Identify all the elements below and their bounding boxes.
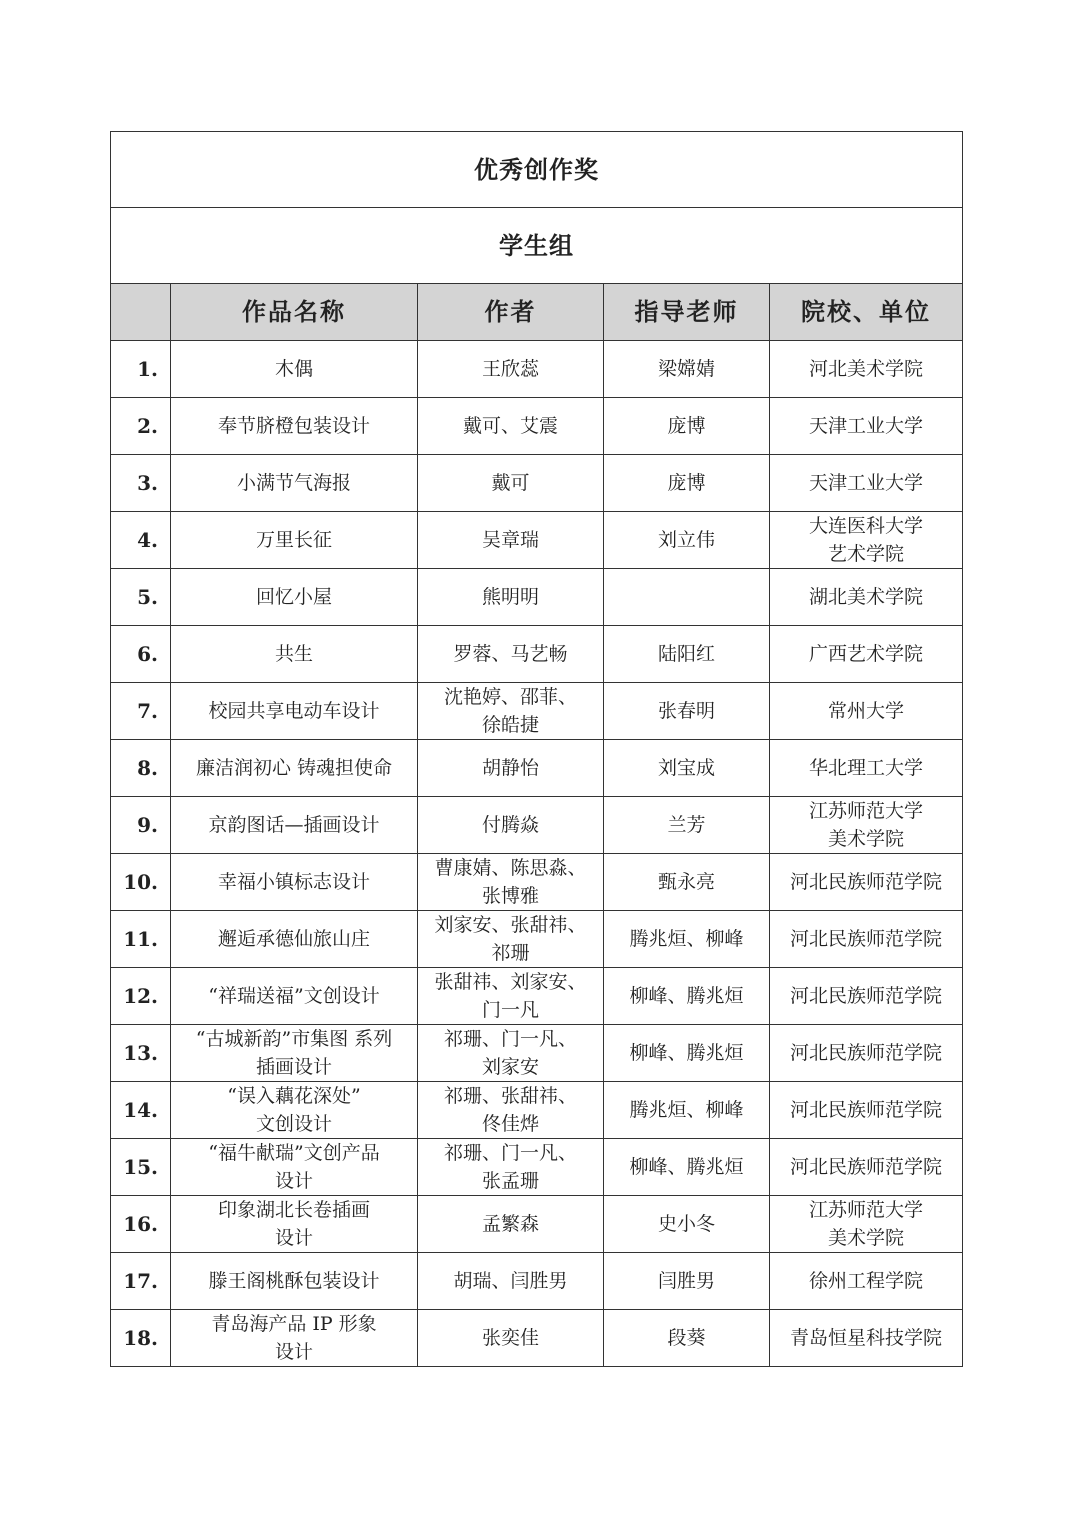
cell-advisor xyxy=(604,455,770,512)
cell-author-line: 祁珊、张甜祎、 xyxy=(443,1085,577,1107)
cell-author xyxy=(418,1310,604,1367)
cell-advisor-line: 甄永亮 xyxy=(657,871,715,893)
cell-advisor xyxy=(604,398,770,455)
cell-author-line: 刘家安、张甜祎、 xyxy=(434,914,587,936)
cell-author-line: 王欣蕊 xyxy=(481,358,539,380)
cell-author xyxy=(418,854,604,911)
cell-school xyxy=(770,569,963,626)
cell-advisor xyxy=(604,740,770,797)
table-row xyxy=(111,512,963,569)
cell-work-name-line: 邂逅承德仙旅山庄 xyxy=(217,928,370,950)
cell-work-name xyxy=(171,1082,418,1139)
cell-number: 4. xyxy=(111,512,171,569)
cell-author-line: 张博雅 xyxy=(481,885,539,907)
cell-number: 14. xyxy=(111,1082,171,1139)
cell-school xyxy=(770,968,963,1025)
group-title: 学生组 xyxy=(111,208,963,284)
cell-advisor-line: 刘宝成 xyxy=(657,757,715,779)
cell-advisor-line: 柳峰、腾兆烜 xyxy=(629,1042,744,1064)
cell-school-line: 河北美术学院 xyxy=(809,358,924,380)
cell-work-name xyxy=(171,512,418,569)
cell-work-name-line: 插画设计 xyxy=(255,1056,332,1078)
cell-work-name xyxy=(171,968,418,1025)
cell-work-name-line: “祥瑞送福”文创设计 xyxy=(208,985,380,1007)
cell-work-name xyxy=(171,626,418,683)
cell-author-line: 祁珊 xyxy=(491,942,530,964)
cell-author-line: 曹康婧、陈思淼、 xyxy=(434,857,587,879)
cell-school-line: 天津工业大学 xyxy=(809,415,924,437)
cell-school-line: 江苏师范大学 xyxy=(809,800,924,822)
cell-work-name-line: 滕王阁桃酥包装设计 xyxy=(208,1270,380,1292)
cell-advisor xyxy=(604,683,770,740)
cell-author xyxy=(418,398,604,455)
cell-author-line: 戴可 xyxy=(491,472,530,494)
cell-advisor-line: 陆阳红 xyxy=(657,643,715,665)
cell-school-line: 艺术学院 xyxy=(828,543,905,565)
cell-school xyxy=(770,1025,963,1082)
table-row xyxy=(111,1082,963,1139)
cell-work-name-line: “古城新韵”市集图 系列 xyxy=(195,1028,393,1050)
cell-work-name-line: 万里长征 xyxy=(255,529,332,551)
cell-advisor-line: 柳峰、腾兆烜 xyxy=(629,985,744,1007)
cell-author xyxy=(418,1196,604,1253)
cell-work-name-line: 设计 xyxy=(274,1170,313,1192)
table-row xyxy=(111,911,963,968)
cell-school xyxy=(770,455,963,512)
cell-number: 6. xyxy=(111,626,171,683)
cell-work-name-line: 回忆小屋 xyxy=(255,586,332,608)
cell-school-line: 河北民族师范学院 xyxy=(790,985,943,1007)
cell-author-line: 张孟珊 xyxy=(481,1170,539,1192)
cell-number: 9. xyxy=(111,797,171,854)
cell-number: 15. xyxy=(111,1139,171,1196)
cell-author xyxy=(418,341,604,398)
cell-advisor xyxy=(604,968,770,1025)
cell-work-name xyxy=(171,797,418,854)
table-row xyxy=(111,1025,963,1082)
cell-work-name xyxy=(171,854,418,911)
cell-author xyxy=(418,1082,604,1139)
cell-advisor-line: 庞博 xyxy=(667,472,706,494)
cell-author-line: 佟佳烨 xyxy=(481,1113,539,1135)
cell-school xyxy=(770,740,963,797)
cell-author-line: 胡静怡 xyxy=(481,757,539,779)
cell-work-name xyxy=(171,341,418,398)
cell-author-line: 吴章瑞 xyxy=(481,529,539,551)
table-row xyxy=(111,968,963,1025)
cell-advisor xyxy=(604,512,770,569)
cell-number: 7. xyxy=(111,683,171,740)
cell-advisor-line: 史小冬 xyxy=(657,1213,715,1235)
column-header-row xyxy=(111,284,963,341)
cell-advisor-line: 兰芳 xyxy=(667,814,706,836)
cell-author-line: 熊明明 xyxy=(481,586,539,608)
cell-school-line: 河北民族师范学院 xyxy=(790,928,943,950)
cell-author xyxy=(418,1025,604,1082)
cell-school xyxy=(770,1253,963,1310)
cell-work-name xyxy=(171,1025,418,1082)
cell-school-line: 美术学院 xyxy=(828,828,905,850)
cell-work-name-line: 京韵图话—插画设计 xyxy=(208,814,380,836)
cell-number: 16. xyxy=(111,1196,171,1253)
cell-school-line: 天津工业大学 xyxy=(809,472,924,494)
cell-school xyxy=(770,854,963,911)
cell-author-line: 孟繁森 xyxy=(481,1213,539,1235)
award-table xyxy=(110,131,963,1367)
cell-author xyxy=(418,968,604,1025)
cell-work-name-line: 文创设计 xyxy=(255,1113,332,1135)
cell-advisor-line: 段葵 xyxy=(667,1327,706,1349)
cell-work-name-line: “误入藕花深处” xyxy=(227,1085,361,1107)
cell-work-name xyxy=(171,1139,418,1196)
cell-advisor xyxy=(604,1082,770,1139)
table-row xyxy=(111,626,963,683)
cell-school xyxy=(770,1310,963,1367)
cell-school-line: 美术学院 xyxy=(828,1227,905,1249)
group-title-row xyxy=(111,208,963,284)
cell-school xyxy=(770,797,963,854)
cell-work-name xyxy=(171,911,418,968)
cell-author xyxy=(418,740,604,797)
cell-work-name-line: 小满节气海报 xyxy=(236,472,351,494)
table-row xyxy=(111,1196,963,1253)
header-advisor: 指导老师 xyxy=(604,284,770,341)
cell-author-line: 张甜祎、刘家安、 xyxy=(434,971,587,993)
cell-school-line: 河北民族师范学院 xyxy=(790,1099,943,1121)
cell-school-line: 常州大学 xyxy=(828,700,905,722)
cell-school xyxy=(770,398,963,455)
cell-advisor-line: 柳峰、腾兆烜 xyxy=(629,1156,744,1178)
award-title-row xyxy=(111,132,963,208)
cell-number: 2. xyxy=(111,398,171,455)
cell-work-name-line: “福牛献瑞”文创产品 xyxy=(208,1142,380,1164)
header-school: 院校、单位 xyxy=(770,284,963,341)
cell-work-name xyxy=(171,1310,418,1367)
cell-advisor xyxy=(604,341,770,398)
header-author: 作者 xyxy=(418,284,604,341)
cell-school-line: 华北理工大学 xyxy=(809,757,924,779)
table-row xyxy=(111,569,963,626)
cell-author-line: 沈艳婷、邵菲、 xyxy=(443,686,577,708)
cell-author-line: 徐皓捷 xyxy=(481,714,539,736)
cell-school xyxy=(770,1196,963,1253)
cell-advisor-line: 闫胜男 xyxy=(657,1270,715,1292)
cell-work-name xyxy=(171,1253,418,1310)
cell-work-name-line: 幸福小镇标志设计 xyxy=(217,871,370,893)
cell-author-line: 胡瑞、闫胜男 xyxy=(453,1270,568,1292)
table-row xyxy=(111,854,963,911)
cell-advisor-line: 腾兆烜、柳峰 xyxy=(629,1099,744,1121)
cell-work-name-line: 廉洁润初心 铸魂担使命 xyxy=(195,757,393,779)
cell-author-line: 戴可、艾震 xyxy=(462,415,558,437)
cell-advisor xyxy=(604,1196,770,1253)
cell-work-name xyxy=(171,455,418,512)
cell-author-line: 祁珊、门一凡、 xyxy=(443,1028,577,1050)
cell-author-line: 罗蓉、马艺畅 xyxy=(453,643,568,665)
cell-school xyxy=(770,911,963,968)
cell-author xyxy=(418,911,604,968)
cell-author xyxy=(418,1253,604,1310)
cell-work-name-line: 奉节脐橙包装设计 xyxy=(217,415,370,437)
cell-author-line: 张奕佳 xyxy=(481,1327,539,1349)
cell-author xyxy=(418,683,604,740)
cell-advisor xyxy=(604,626,770,683)
cell-school-line: 青岛恒星科技学院 xyxy=(790,1327,943,1349)
cell-author xyxy=(418,797,604,854)
cell-school-line: 徐州工程学院 xyxy=(809,1270,924,1292)
cell-advisor xyxy=(604,569,770,626)
cell-work-name-line: 青岛海产品 IP 形象 xyxy=(211,1313,377,1335)
cell-school-line: 河北民族师范学院 xyxy=(790,1156,943,1178)
cell-author xyxy=(418,455,604,512)
cell-work-name xyxy=(171,683,418,740)
cell-number: 17. xyxy=(111,1253,171,1310)
table-row xyxy=(111,1310,963,1367)
table-row xyxy=(111,683,963,740)
cell-work-name-line: 设计 xyxy=(274,1341,313,1363)
cell-school xyxy=(770,626,963,683)
cell-advisor xyxy=(604,1025,770,1082)
cell-school-line: 河北民族师范学院 xyxy=(790,1042,943,1064)
cell-work-name xyxy=(171,1196,418,1253)
cell-author-line: 门一凡 xyxy=(481,999,539,1021)
cell-school xyxy=(770,1139,963,1196)
cell-school xyxy=(770,683,963,740)
cell-advisor xyxy=(604,1139,770,1196)
table-row xyxy=(111,341,963,398)
cell-author-line: 刘家安 xyxy=(481,1056,539,1078)
cell-work-name-line: 共生 xyxy=(274,643,313,665)
cell-advisor-line: 腾兆烜、柳峰 xyxy=(629,928,744,950)
cell-school xyxy=(770,341,963,398)
cell-number: 13. xyxy=(111,1025,171,1082)
cell-author xyxy=(418,626,604,683)
cell-number: 3. xyxy=(111,455,171,512)
cell-advisor-line: 庞博 xyxy=(667,415,706,437)
cell-number: 5. xyxy=(111,569,171,626)
cell-advisor-line: 张春明 xyxy=(657,700,715,722)
cell-advisor-line: 梁嫦婧 xyxy=(657,358,715,380)
cell-author xyxy=(418,1139,604,1196)
cell-advisor xyxy=(604,1310,770,1367)
cell-school-line: 江苏师范大学 xyxy=(809,1199,924,1221)
table-row xyxy=(111,740,963,797)
cell-number: 12. xyxy=(111,968,171,1025)
cell-number: 18. xyxy=(111,1310,171,1367)
table-row xyxy=(111,1139,963,1196)
cell-author xyxy=(418,512,604,569)
cell-work-name xyxy=(171,569,418,626)
cell-number: 1. xyxy=(111,341,171,398)
cell-school-line: 广西艺术学院 xyxy=(809,643,924,665)
cell-school-line: 湖北美术学院 xyxy=(809,586,924,608)
cell-number: 10. xyxy=(111,854,171,911)
table-row xyxy=(111,455,963,512)
cell-work-name xyxy=(171,398,418,455)
award-title: 优秀创作奖 xyxy=(111,132,963,208)
cell-advisor xyxy=(604,911,770,968)
cell-school xyxy=(770,512,963,569)
cell-author xyxy=(418,569,604,626)
cell-advisor xyxy=(604,1253,770,1310)
header-number xyxy=(111,284,171,341)
cell-advisor xyxy=(604,797,770,854)
cell-school-line: 大连医科大学 xyxy=(809,515,924,537)
cell-number: 8. xyxy=(111,740,171,797)
cell-number: 11. xyxy=(111,911,171,968)
cell-school-line: 河北民族师范学院 xyxy=(790,871,943,893)
table-row xyxy=(111,398,963,455)
cell-school xyxy=(770,1082,963,1139)
table-row xyxy=(111,797,963,854)
cell-work-name-line: 设计 xyxy=(274,1227,313,1249)
cell-author-line: 付腾焱 xyxy=(481,814,539,836)
cell-advisor xyxy=(604,854,770,911)
cell-work-name-line: 校园共享电动车设计 xyxy=(208,700,380,722)
cell-work-name-line: 印象湖北长卷插画 xyxy=(217,1199,370,1221)
header-work-name: 作品名称 xyxy=(171,284,418,341)
cell-author-line: 祁珊、门一凡、 xyxy=(443,1142,577,1164)
cell-work-name xyxy=(171,740,418,797)
table-row xyxy=(111,1253,963,1310)
cell-work-name-line: 木偶 xyxy=(274,358,313,380)
cell-advisor-line: 刘立伟 xyxy=(657,529,715,551)
